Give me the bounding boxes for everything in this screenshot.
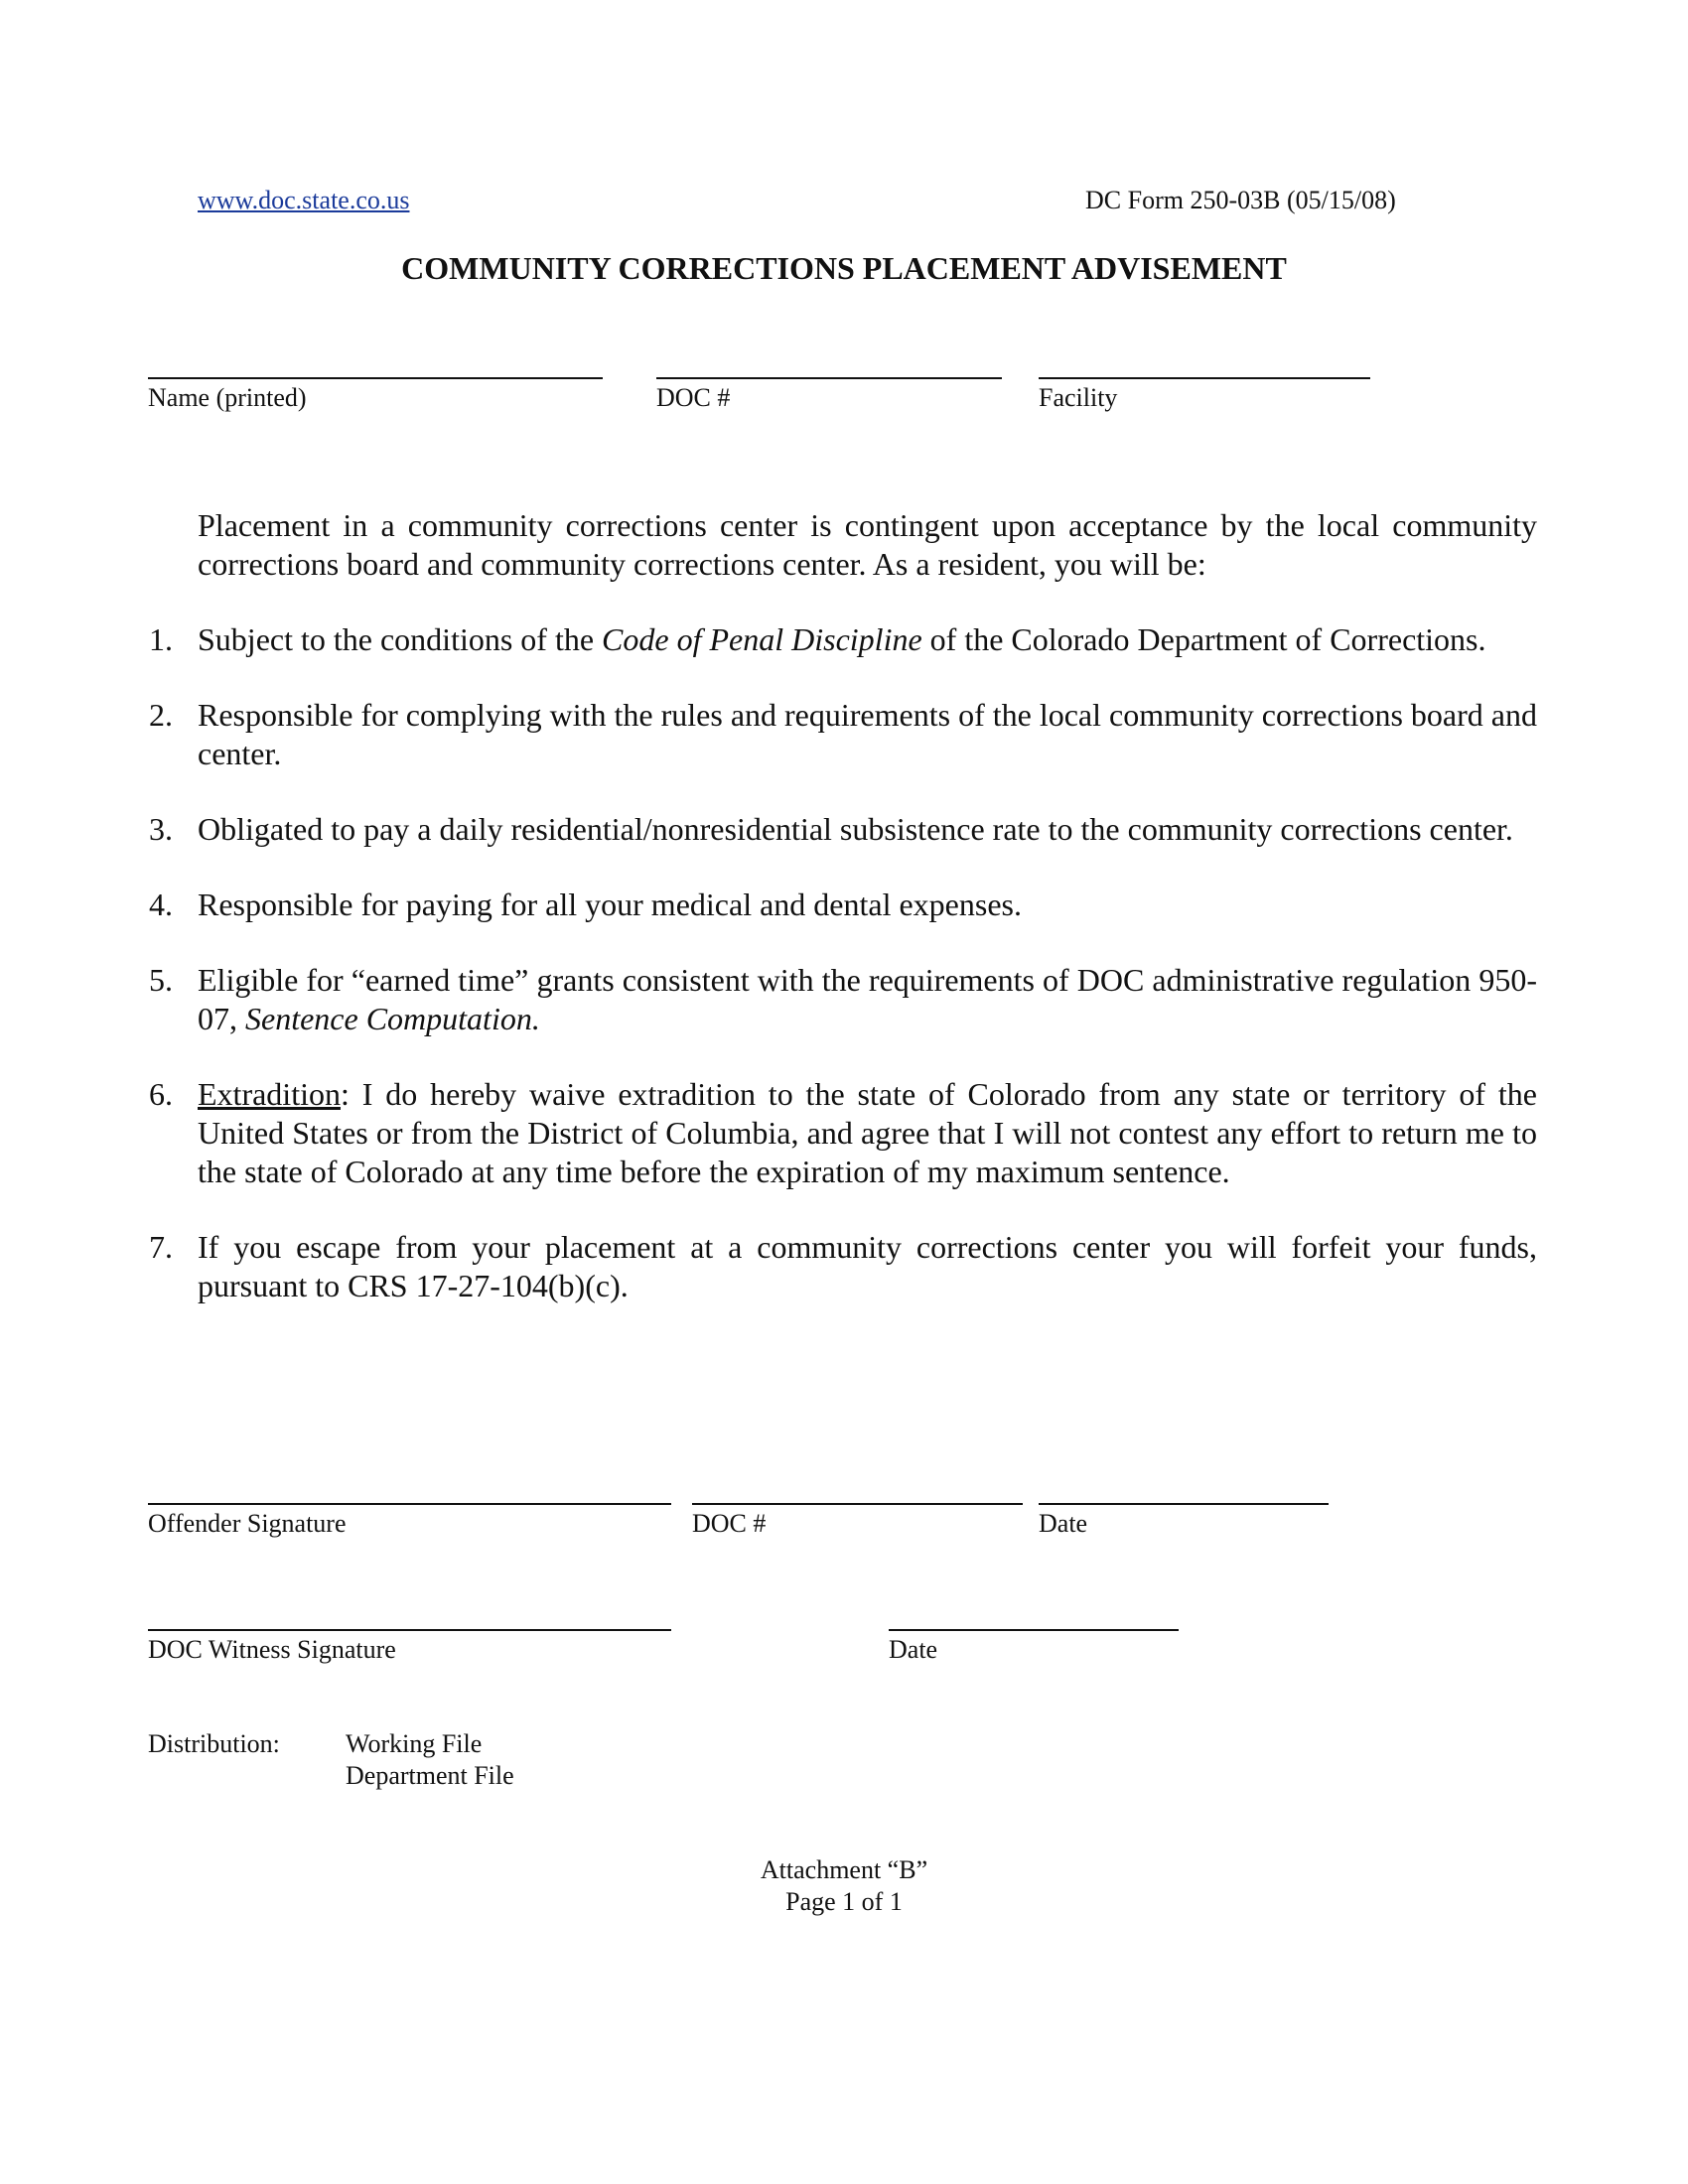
condition-text: Subject to the conditions of the Code of Penal Discipline of the Colorado Department of Corrections. <box>198 621 1486 657</box>
offender-signature-label: Offender Signature <box>148 1509 347 1538</box>
condition-item <box>149 961 1537 1038</box>
condition-number: 1. <box>149 621 173 657</box>
condition-text: If you escape from your placement at a community corrections center you will forfeit your funds, pursuant to CRS 17-27-104(b)(c). <box>198 1229 1537 1303</box>
conditions-list <box>149 620 1537 1342</box>
condition-item <box>149 1075 1537 1191</box>
doc-number-line[interactable] <box>656 377 1002 379</box>
extradition-heading: Extradition <box>198 1076 341 1112</box>
attachment-label: Attachment “B” <box>760 1855 928 1884</box>
name-label: Name (printed) <box>148 383 307 412</box>
intro-paragraph: Placement in a community corrections center is contingent upon acceptance by the local community corrections board and community corrections center. As a resident, you will be: <box>198 507 1537 582</box>
condition-item <box>149 620 1537 659</box>
offender-signature-line[interactable] <box>148 1503 671 1505</box>
condition-number: 4. <box>149 887 173 922</box>
offender-doc-number-line[interactable] <box>692 1503 1023 1505</box>
condition-item <box>149 886 1537 924</box>
offender-doc-number-label: DOC # <box>692 1509 767 1538</box>
condition-number: 3. <box>149 811 173 847</box>
condition-text: Extradition: I do hereby waive extradition to the state of Colorado from any state or territory of the United States or from the District of Columbia, and agree that I will not contest any effort to return me to the state of Colorado at any time before the expiration of my maximum sentence. <box>198 1076 1537 1189</box>
distribution-list <box>346 1728 514 1792</box>
doc-number-label: DOC # <box>656 383 731 412</box>
condition-text: Responsible for complying with the rules and requirements of the local community corrections board and center. <box>198 697 1537 771</box>
witness-date-label: Date <box>889 1635 938 1664</box>
code-of-penal-discipline: Code of Penal Discipline <box>602 621 922 657</box>
condition-text: Eligible for “earned time” grants consistent with the requirements of DOC administrative regulation 950-07, Sentence Computation. <box>198 962 1537 1036</box>
distribution-item: Department File <box>346 1761 514 1790</box>
page-number: Page 1 of 1 <box>785 1887 903 1916</box>
form-number: DC Form 250-03B (05/15/08) <box>1085 186 1396 214</box>
name-line[interactable] <box>148 377 603 379</box>
condition-number: 7. <box>149 1229 173 1265</box>
witness-date-line[interactable] <box>889 1629 1179 1631</box>
witness-signature-line[interactable] <box>148 1629 671 1631</box>
facility-label: Facility <box>1039 383 1118 412</box>
condition-item <box>149 810 1537 849</box>
offender-date-line[interactable] <box>1039 1503 1329 1505</box>
offender-date-label: Date <box>1039 1509 1088 1538</box>
condition-text: Responsible for paying for all your medical and dental expenses. <box>198 887 1022 922</box>
condition-item <box>149 696 1537 773</box>
website-link[interactable]: www.doc.state.co.us <box>198 186 410 214</box>
distribution-label: Distribution: <box>148 1729 280 1758</box>
condition-number: 2. <box>149 697 173 733</box>
sentence-computation: Sentence Computation. <box>245 1001 540 1036</box>
condition-number: 6. <box>149 1076 173 1112</box>
witness-signature-label: DOC Witness Signature <box>148 1635 396 1664</box>
condition-item <box>149 1228 1537 1305</box>
condition-text: Obligated to pay a daily residential/nonresidential subsistence rate to the community corrections center. <box>198 811 1513 847</box>
distribution-item: Working File <box>346 1729 483 1758</box>
form-title: COMMUNITY CORRECTIONS PLACEMENT ADVISEMENT <box>401 250 1287 286</box>
facility-line[interactable] <box>1039 377 1370 379</box>
condition-number: 5. <box>149 962 173 998</box>
